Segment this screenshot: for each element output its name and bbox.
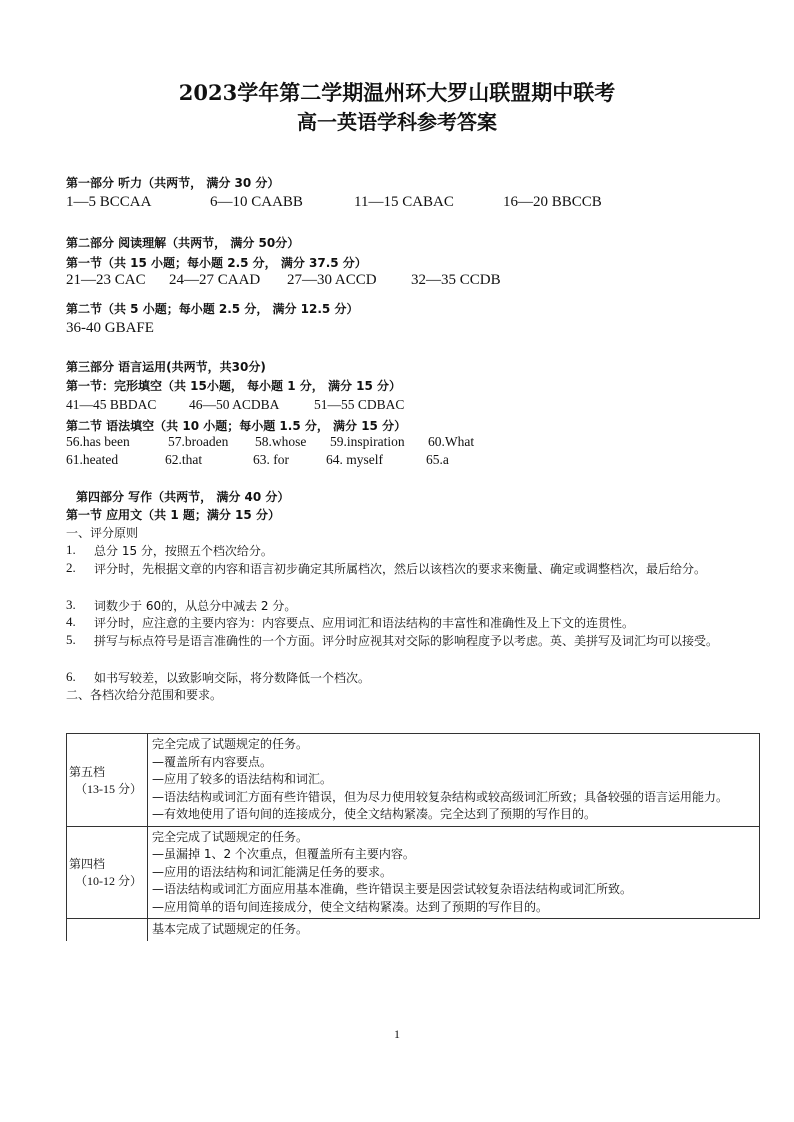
grammar-answer: 62.that <box>165 452 203 467</box>
grammar-answer: 60.What <box>428 434 475 449</box>
grammar-answer: 61.heated <box>66 452 119 467</box>
level-cell <box>67 826 148 919</box>
part2-answer: 27—30 ACCD <box>287 272 377 288</box>
table-row <box>67 919 760 941</box>
requirement-cell <box>148 734 760 827</box>
part3-section1-heading: 第一节：完形填空（共 15小题， 每小题 1 分， 满分 15 分） <box>66 379 401 393</box>
table-row <box>67 734 760 827</box>
grammar-answer: 59.inspiration <box>330 434 405 449</box>
requirement-cell <box>148 919 760 941</box>
requirement-line: 基本完成了试题规定的任务。 <box>152 922 309 936</box>
grading-table <box>66 733 760 941</box>
part3-answer: 51—55 CDBAC <box>314 397 405 412</box>
requirement-line: —应用的语法结构和词汇能满足任务的要求。 <box>152 864 393 879</box>
rule-number: 4. <box>66 614 76 629</box>
grammar-answer: 63. for <box>253 452 289 467</box>
part2-answer: 36-40 GBAFE <box>66 320 154 336</box>
rule-number: 5. <box>66 632 76 647</box>
requirement-line: —语法结构或词汇方面有些许错误，但为尽力使用较复杂结构或较高级词汇所致；具备较强的语言运用能力。 <box>152 789 729 804</box>
rule-number: 6. <box>66 669 76 684</box>
principle-title: 一、评分原则 <box>66 526 139 540</box>
part2-answer: 32—35 CCDB <box>411 272 501 288</box>
requirement-cell <box>148 826 760 919</box>
rule-text: 词数少于 60的，从总分中减去 2 分。 <box>94 599 297 613</box>
requirement-line: —应用了较多的语法结构和词汇。 <box>152 772 333 786</box>
part2-heading: 第二部分 阅读理解（共两节， 满分 50分） <box>66 236 300 250</box>
document-title: 2023学年第二学期温州环大罗山联盟期中联考 <box>178 80 616 105</box>
rule-number: 2. <box>66 560 76 575</box>
document-subtitle: 高一英语学科参考答案 <box>297 110 497 134</box>
level-cell <box>67 919 148 941</box>
level-name: 第四档 <box>69 857 106 872</box>
range-title: 二、各档次给分范围和要求。 <box>66 688 223 702</box>
part3-answer: 41—45 BBDAC <box>66 397 157 412</box>
level-name: 第五档 <box>69 764 106 779</box>
level-range: （10-12 分） <box>75 874 142 889</box>
grammar-answer: 65.a <box>426 452 449 467</box>
page-number: 1 <box>394 1027 400 1041</box>
requirement-line: —应用简单的语句间连接成分，使全文结构紧凑。达到了预期的写作目的。 <box>152 899 549 914</box>
rule-text: 如书写较差，以致影响交际，将分数降低一个档次。 <box>94 671 371 685</box>
part1-answer: 6—10 CAABB <box>210 194 303 210</box>
grammar-answer: 57.broaden <box>168 434 229 449</box>
part3-heading: 第三部分 语言运用(共两节，共30分) <box>66 360 266 374</box>
rule-text: 评分时，先根据文章的内容和语言初步确定其所属档次，然后以该档次的要求来衡量、确定或调整档次，最后给分。 <box>94 562 707 576</box>
level-range: （13-15 分） <box>75 781 142 796</box>
rule-text: 总分 15 分，按照五个档次给分。 <box>94 544 273 558</box>
part2-answer: 21—23 CAC <box>66 272 146 288</box>
part3-answer: 46—50 ACDBA <box>189 397 280 412</box>
part2-section1-heading: 第一节（共 15 小题；每小题 2.5 分， 满分 37.5 分） <box>66 256 367 270</box>
part2-section2-heading: 第二节（共 5 小题；每小题 2.5 分， 满分 12.5 分） <box>66 302 359 316</box>
grammar-answer: 56.has been <box>66 434 130 449</box>
part1-answer: 16—20 BBCCB <box>503 194 602 210</box>
requirement-line: 完全完成了试题规定的任务。 <box>152 737 309 751</box>
grammar-answer: 64. myself <box>326 452 383 467</box>
table-row <box>67 826 760 919</box>
part4-section1-heading: 第一节 应用文（共 1 题；满分 15 分） <box>66 508 280 522</box>
requirement-line: 完全完成了试题规定的任务。 <box>152 829 309 844</box>
part4-heading: 第四部分 写作（共两节， 满分 40 分） <box>76 490 290 504</box>
part3-section2-heading: 第二节 语法填空（共 10 小题；每小题 1.5 分， 满分 15 分） <box>66 419 407 433</box>
rule-text: 拼写与标点符号是语言准确性的一个方面。评分时应视其对交际的影响程度予以考虑。英、美拼写及词汇均可以接受。 <box>94 634 719 648</box>
rule-number: 1. <box>66 542 76 557</box>
part1-answer: 11—15 CABAC <box>354 194 454 210</box>
part1-answer: 1—5 BCCAA <box>66 194 152 210</box>
part2-answer: 24—27 CAAD <box>169 272 261 288</box>
requirement-line: —覆盖所有内容要点。 <box>152 754 273 769</box>
grammar-answer: 58.whose <box>255 434 307 449</box>
part1-heading: 第一部分 听力（共两节， 满分 30 分） <box>66 176 280 190</box>
requirement-line: —有效地使用了语句间的连接成分，使全文结构紧凑。完全达到了预期的写作目的。 <box>152 807 597 821</box>
requirement-line: —虽漏掉 1、2 个次重点，但覆盖所有主要内容。 <box>152 847 415 861</box>
rule-number: 3. <box>66 597 76 612</box>
rule-text: 评分时，应注意的主要内容为：内容要点、应用词汇和语法结构的丰富性和准确性及上下文的连贯性。 <box>94 616 635 630</box>
requirement-line: —语法结构或词汇方面应用基本准确，些许错误主要是因尝试较复杂语法结构或词汇所致。 <box>152 882 633 896</box>
level-cell <box>67 734 148 827</box>
